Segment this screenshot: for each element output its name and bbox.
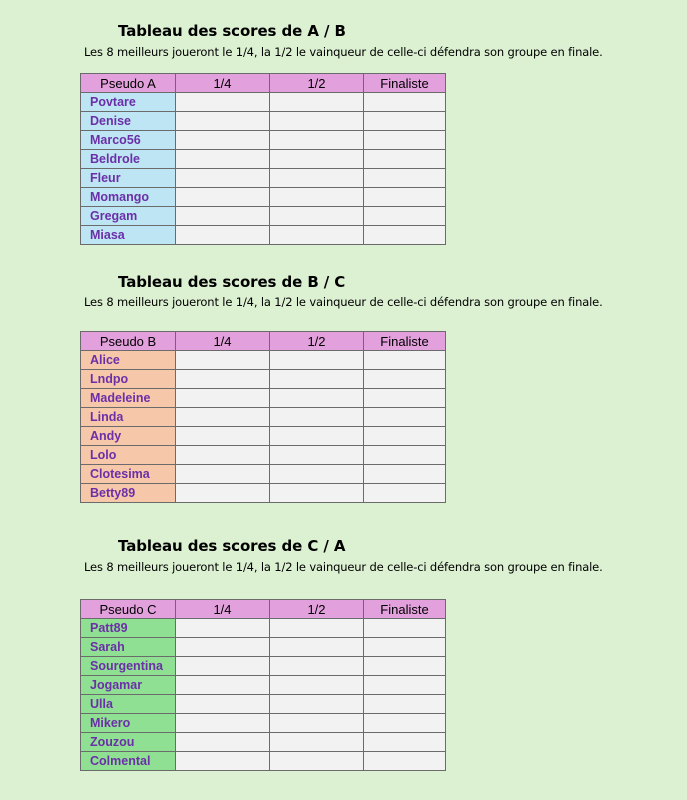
score-cell-quarter[interactable] xyxy=(176,150,270,169)
table-row xyxy=(81,465,446,484)
score-cell-semi[interactable] xyxy=(270,351,364,370)
score-cell-semi[interactable] xyxy=(270,657,364,676)
score-cell-finalist[interactable] xyxy=(364,657,446,676)
player-name: Povtare xyxy=(81,93,176,112)
table-row xyxy=(81,676,446,695)
player-name: Madeleine xyxy=(81,389,176,408)
score-cell-finalist[interactable] xyxy=(364,733,446,752)
table-row xyxy=(81,207,446,226)
score-cell-semi[interactable] xyxy=(270,484,364,503)
score-cell-quarter[interactable] xyxy=(176,465,270,484)
score-cell-quarter[interactable] xyxy=(176,619,270,638)
player-name: Lndpo xyxy=(81,370,176,389)
player-name: Gregam xyxy=(81,207,176,226)
score-cell-quarter[interactable] xyxy=(176,733,270,752)
player-name: Fleur xyxy=(81,169,176,188)
table-header-row xyxy=(81,332,446,351)
column-header-quarter: 1/4 xyxy=(176,74,270,93)
score-cell-finalist[interactable] xyxy=(364,676,446,695)
score-cell-quarter[interactable] xyxy=(176,207,270,226)
score-cell-semi[interactable] xyxy=(270,112,364,131)
score-cell-quarter[interactable] xyxy=(176,112,270,131)
section-subtitle: Les 8 meilleurs joueront le 1/4, la 1/2 le vainqueur de celle-ci défendra son groupe en finale. xyxy=(84,45,603,59)
column-header-finalist: Finaliste xyxy=(364,600,446,619)
score-cell-finalist[interactable] xyxy=(364,93,446,112)
score-cell-semi[interactable] xyxy=(270,169,364,188)
score-cell-semi[interactable] xyxy=(270,150,364,169)
score-cell-semi[interactable] xyxy=(270,619,364,638)
score-cell-finalist[interactable] xyxy=(364,695,446,714)
column-header-quarter: 1/4 xyxy=(176,332,270,351)
table-row xyxy=(81,112,446,131)
score-cell-finalist[interactable] xyxy=(364,465,446,484)
score-cell-finalist[interactable] xyxy=(364,150,446,169)
score-cell-semi[interactable] xyxy=(270,131,364,150)
player-name: Sarah xyxy=(81,638,176,657)
score-cell-semi[interactable] xyxy=(270,427,364,446)
player-name: Denise xyxy=(81,112,176,131)
score-cell-finalist[interactable] xyxy=(364,169,446,188)
score-cell-semi[interactable] xyxy=(270,733,364,752)
score-cell-semi[interactable] xyxy=(270,446,364,465)
player-name: Zouzou xyxy=(81,733,176,752)
score-cell-finalist[interactable] xyxy=(364,619,446,638)
score-table-b xyxy=(80,331,446,503)
table-row xyxy=(81,351,446,370)
score-cell-semi[interactable] xyxy=(270,638,364,657)
table-header-row xyxy=(81,600,446,619)
score-cell-semi[interactable] xyxy=(270,93,364,112)
player-name: Clotesima xyxy=(81,465,176,484)
score-cell-finalist[interactable] xyxy=(364,226,446,245)
player-name: Mikero xyxy=(81,714,176,733)
score-cell-quarter[interactable] xyxy=(176,714,270,733)
score-cell-semi[interactable] xyxy=(270,226,364,245)
score-cell-quarter[interactable] xyxy=(176,484,270,503)
score-table-c xyxy=(80,599,446,771)
score-cell-semi[interactable] xyxy=(270,207,364,226)
table-row xyxy=(81,226,446,245)
score-cell-semi[interactable] xyxy=(270,714,364,733)
player-name: Sourgentina xyxy=(81,657,176,676)
player-name: Colmental xyxy=(81,752,176,771)
player-name: Betty89 xyxy=(81,484,176,503)
score-cell-finalist[interactable] xyxy=(364,131,446,150)
table-row xyxy=(81,370,446,389)
score-cell-quarter[interactable] xyxy=(176,427,270,446)
column-header-pseudo: Pseudo A xyxy=(81,74,176,93)
table-row xyxy=(81,619,446,638)
table-row xyxy=(81,638,446,657)
player-name: Jogamar xyxy=(81,676,176,695)
section-title: Tableau des scores de B / C xyxy=(118,273,346,291)
score-cell-quarter[interactable] xyxy=(176,93,270,112)
player-name: Beldrole xyxy=(81,150,176,169)
score-cell-quarter[interactable] xyxy=(176,370,270,389)
score-cell-semi[interactable] xyxy=(270,465,364,484)
section-subtitle: Les 8 meilleurs joueront le 1/4, la 1/2 le vainqueur de celle-ci défendra son groupe en finale. xyxy=(84,560,603,574)
score-cell-semi[interactable] xyxy=(270,752,364,771)
score-cell-semi[interactable] xyxy=(270,370,364,389)
score-cell-quarter[interactable] xyxy=(176,188,270,207)
table-header-row xyxy=(81,74,446,93)
player-name: Momango xyxy=(81,188,176,207)
player-name: Lolo xyxy=(81,446,176,465)
score-cell-quarter[interactable] xyxy=(176,131,270,150)
table-row xyxy=(81,446,446,465)
table-row xyxy=(81,427,446,446)
score-cell-finalist[interactable] xyxy=(364,188,446,207)
score-cell-quarter[interactable] xyxy=(176,695,270,714)
score-table-a xyxy=(80,73,446,245)
player-name: Marco56 xyxy=(81,131,176,150)
score-cell-finalist[interactable] xyxy=(364,370,446,389)
player-name: Linda xyxy=(81,408,176,427)
score-cell-semi[interactable] xyxy=(270,676,364,695)
column-header-semi: 1/2 xyxy=(270,74,364,93)
column-header-pseudo: Pseudo C xyxy=(81,600,176,619)
player-name: Ulla xyxy=(81,695,176,714)
score-cell-quarter[interactable] xyxy=(176,226,270,245)
score-cell-finalist[interactable] xyxy=(364,638,446,657)
column-header-semi: 1/2 xyxy=(270,332,364,351)
score-cell-quarter[interactable] xyxy=(176,389,270,408)
table-row xyxy=(81,131,446,150)
score-cell-finalist[interactable] xyxy=(364,351,446,370)
score-cell-finalist[interactable] xyxy=(364,446,446,465)
table-row xyxy=(81,657,446,676)
score-cell-quarter[interactable] xyxy=(176,446,270,465)
score-cell-finalist[interactable] xyxy=(364,427,446,446)
column-header-pseudo: Pseudo B xyxy=(81,332,176,351)
table-row xyxy=(81,389,446,408)
section-title: Tableau des scores de C / A xyxy=(118,537,346,555)
score-cell-semi[interactable] xyxy=(270,695,364,714)
player-name: Miasa xyxy=(81,226,176,245)
score-cell-semi[interactable] xyxy=(270,408,364,427)
table-row xyxy=(81,733,446,752)
table-row xyxy=(81,752,446,771)
table-row xyxy=(81,408,446,427)
score-cell-semi[interactable] xyxy=(270,389,364,408)
table-row xyxy=(81,93,446,112)
table-row xyxy=(81,169,446,188)
score-cell-finalist[interactable] xyxy=(364,714,446,733)
section-subtitle: Les 8 meilleurs joueront le 1/4, la 1/2 le vainqueur de celle-ci défendra son groupe en finale. xyxy=(84,295,603,309)
section-title: Tableau des scores de A / B xyxy=(118,22,346,40)
score-cell-quarter[interactable] xyxy=(176,657,270,676)
score-cell-quarter[interactable] xyxy=(176,351,270,370)
column-header-semi: 1/2 xyxy=(270,600,364,619)
score-cell-quarter[interactable] xyxy=(176,408,270,427)
column-header-finalist: Finaliste xyxy=(364,74,446,93)
score-cell-quarter[interactable] xyxy=(176,638,270,657)
player-name: Andy xyxy=(81,427,176,446)
table-row xyxy=(81,484,446,503)
score-cell-semi[interactable] xyxy=(270,188,364,207)
score-cell-finalist[interactable] xyxy=(364,207,446,226)
score-cell-quarter[interactable] xyxy=(176,752,270,771)
table-row xyxy=(81,150,446,169)
column-header-finalist: Finaliste xyxy=(364,332,446,351)
table-row xyxy=(81,188,446,207)
table-row xyxy=(81,714,446,733)
score-cell-finalist[interactable] xyxy=(364,112,446,131)
player-name: Patt89 xyxy=(81,619,176,638)
score-cell-quarter[interactable] xyxy=(176,169,270,188)
score-cell-quarter[interactable] xyxy=(176,676,270,695)
score-cell-finalist[interactable] xyxy=(364,484,446,503)
column-header-quarter: 1/4 xyxy=(176,600,270,619)
score-cell-finalist[interactable] xyxy=(364,408,446,427)
player-name: Alice xyxy=(81,351,176,370)
table-row xyxy=(81,695,446,714)
score-cell-finalist[interactable] xyxy=(364,389,446,408)
score-cell-finalist[interactable] xyxy=(364,752,446,771)
